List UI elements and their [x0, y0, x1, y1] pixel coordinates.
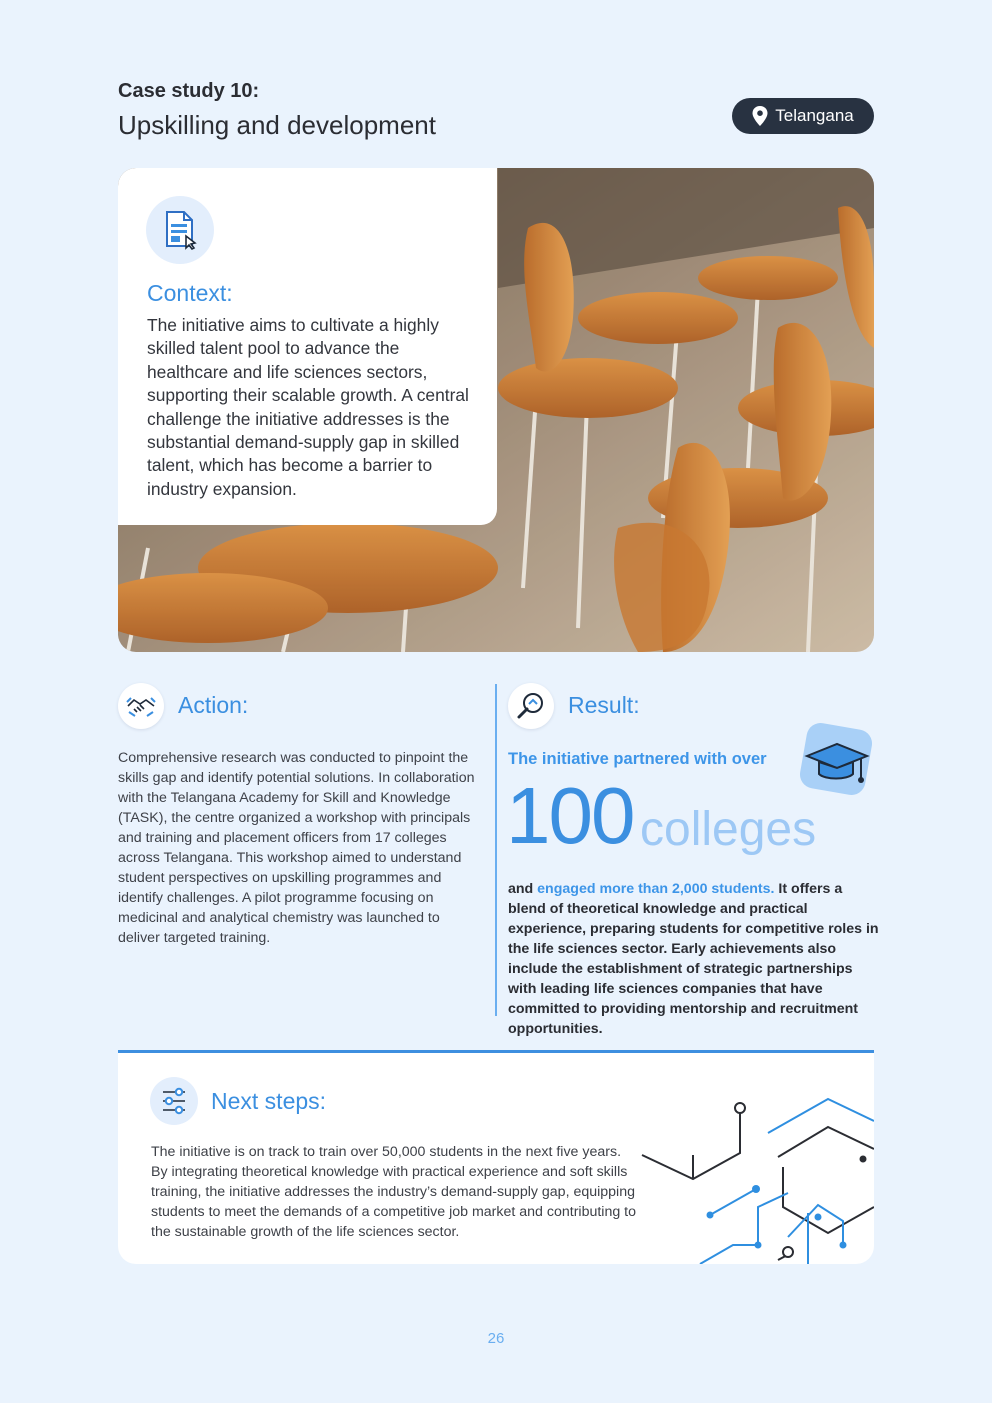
location-label: Telangana — [775, 106, 854, 125]
case-study-title: Upskilling and development — [118, 110, 436, 140]
location-pin-icon — [752, 106, 768, 126]
context-heading: Context: — [147, 280, 233, 306]
document-click-icon — [146, 196, 214, 264]
circuit-decoration — [638, 1097, 874, 1264]
page-number: 26 — [487, 1330, 505, 1347]
result-highlight: engaged more than 2,000 students. — [537, 881, 775, 897]
location-badge — [732, 98, 874, 134]
action-heading: Action: — [178, 692, 249, 718]
magnifier-icon — [508, 683, 554, 729]
result-text-prefix: and — [508, 881, 538, 897]
next-steps-heading: Next steps: — [211, 1088, 327, 1114]
colleges-count: 100 — [506, 771, 634, 860]
hero-card — [118, 168, 874, 652]
result-text-rest: It offers a blend of theoretical knowledge and practical experience, preparing students for competitive roles in the life sciences sector. Early achievements also include the establishment of strategic partnerships with leading life sciences companies that have committed to providing mentorship and recruitment opportunities. — [508, 881, 879, 1037]
colleges-unit: colleges — [640, 803, 817, 856]
context-body: The initiative aims to cultivate a highly skilled talent pool to advance the healthcare and life sciences sectors, supporting their scalable growth. A central challenge the initiative addresses is the substantial demand-supply gap in skilled talent, which has become a barrier to industry expansion. — [147, 315, 469, 499]
action-body: Comprehensive research was conducted to pinpoint the skills gap and identify potential solutions. In collaboration with the Telangana Academy for Skill and Knowledge (TASK), the centre organized a workshop with principals and training and placement officers from 17 colleges across Telangana. This workshop aimed to understand student perspectives on upskilling programmes and identify challenges. A pilot programme focusing on medicinal and analytical chemistry was launched to deliver targeted training. — [118, 750, 475, 946]
case-study-label: Case study 10: — [118, 80, 260, 102]
column-divider — [495, 684, 497, 1016]
result-body — [508, 879, 880, 1039]
graduation-cap-icon — [795, 720, 875, 800]
handshake-icon — [118, 683, 164, 729]
next-steps-card — [118, 1050, 874, 1264]
result-lead: The initiative partnered with over — [508, 750, 767, 768]
sliders-flow-icon — [150, 1077, 198, 1125]
context-panel — [118, 168, 497, 525]
result-heading: Result: — [568, 692, 640, 718]
next-steps-body: The initiative is on track to train over 50,000 students in the next five years. By integrating theoretical knowledge with practical experience and soft skills training, the initiative addresses the industry’s demand-supply gap, equipping students to meet the demands of a competitive job market and contributing to the sustainable growth of the life sciences sector. — [151, 1144, 637, 1240]
